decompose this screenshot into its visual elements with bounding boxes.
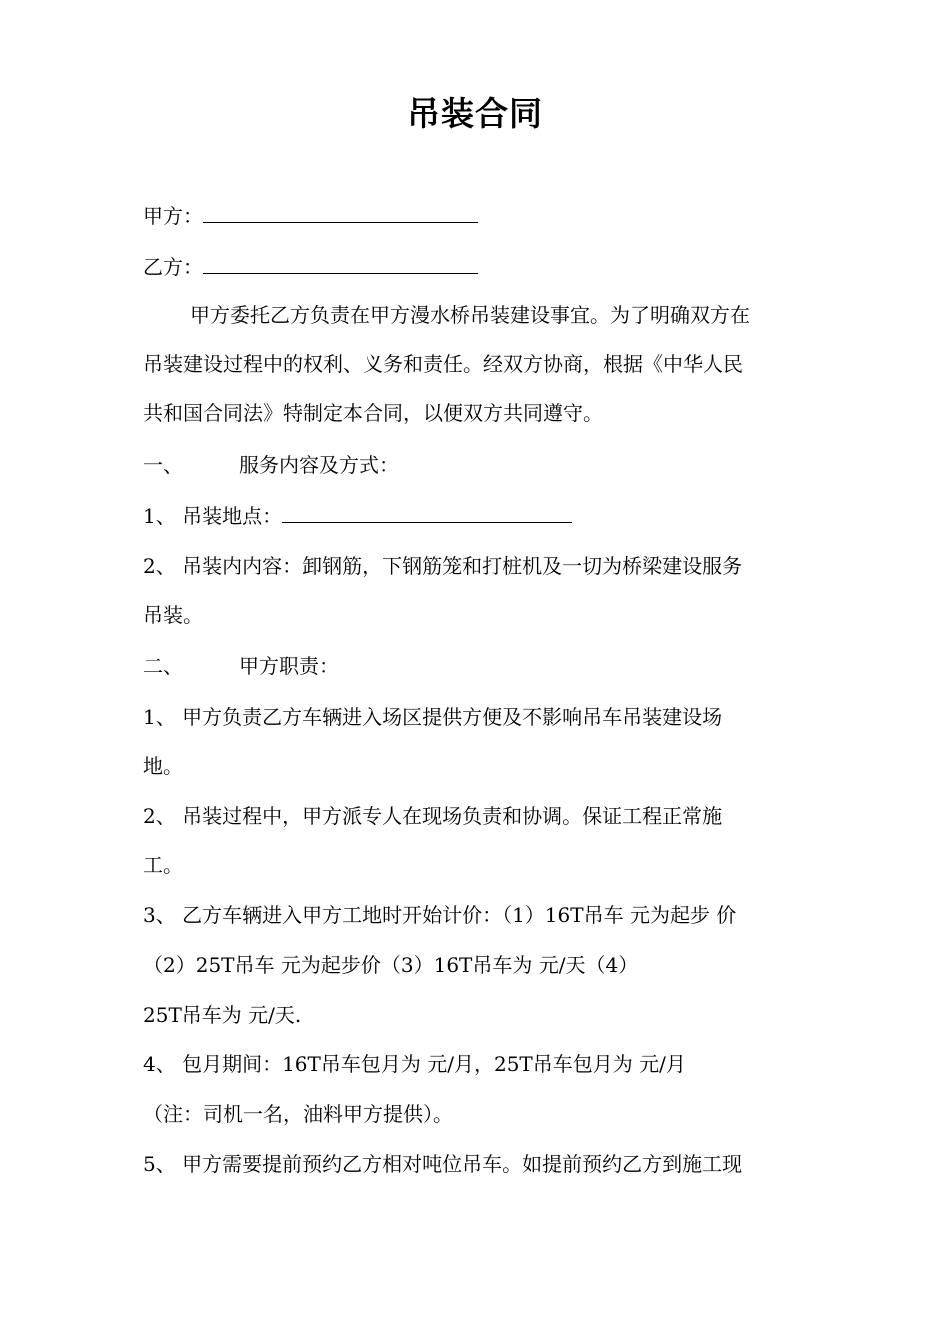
section2-number: 二、: [143, 654, 183, 678]
section2-item3-line-1: 3、 乙方车辆进入甲方工地时开始计价：（1）16T吊车 元为起步 价: [143, 903, 737, 927]
party-b-blank[interactable]: [203, 255, 478, 274]
section1-title: 服务内容及方式：: [239, 453, 399, 477]
section1-number: 一、: [143, 453, 183, 477]
section1-item2-line-2: 吊装。: [143, 603, 203, 627]
section2-item4-line-2: （注：司机一名，油料甲方提供）。: [143, 1102, 453, 1126]
intro-line-3: 共和国合同法》特制定本合同，以便双方共同遵守。: [143, 401, 603, 425]
location-blank[interactable]: [282, 504, 572, 523]
section2-item1-line-1: 1、 甲方负责乙方车辆进入场区提供方便及不影响吊车吊装建设场: [143, 705, 723, 729]
party-a-line: [143, 202, 823, 230]
intro-line-2: 吊装建设过程中的权利、义务和责任。经双方协商，根据《中华人民: [143, 352, 743, 376]
section2-item3-line-3: 25T吊车为 元/天.: [143, 1003, 302, 1027]
document-title: 吊装合同: [407, 94, 543, 133]
party-a-label: 甲方：: [143, 204, 203, 228]
section1-heading: [143, 451, 823, 479]
section1-item1-label: 1、 吊装地点：: [143, 504, 283, 528]
intro-line-1: 甲方委托乙方负责在甲方漫水桥吊装建设事宜。为了明确双方在: [190, 303, 750, 327]
party-a-blank[interactable]: [203, 204, 478, 223]
party-b-line: [143, 253, 823, 281]
party-b-label: 乙方：: [143, 255, 203, 279]
section2-item3-line-2: （2）25T吊车 元为起步价（3）16T吊车为 元/天（4）: [143, 953, 639, 977]
section2-item1-line-2: 地。: [143, 754, 183, 778]
section2-item5-line-1: 5、 甲方需要提前预约乙方相对吨位吊车。如提前预约乙方到施工现: [143, 1152, 743, 1176]
section2-item2-line-2: 工。: [143, 853, 183, 877]
section1-item2-line-1: 2、 吊装内内容：卸钢筋，下钢筋笼和打桩机及一切为桥梁建设服务: [143, 554, 743, 578]
section1-item1: [143, 502, 823, 530]
section2-title: 甲方职责：: [239, 654, 339, 678]
section2-item2-line-1: 2、 吊装过程中，甲方派专人在现场负责和协调。保证工程正常施: [143, 804, 723, 828]
section2-item4-line-1: 4、 包月期间：16T吊车包月为 元/月，25T吊车包月为 元/月: [143, 1052, 686, 1076]
section2-heading: [143, 652, 823, 680]
